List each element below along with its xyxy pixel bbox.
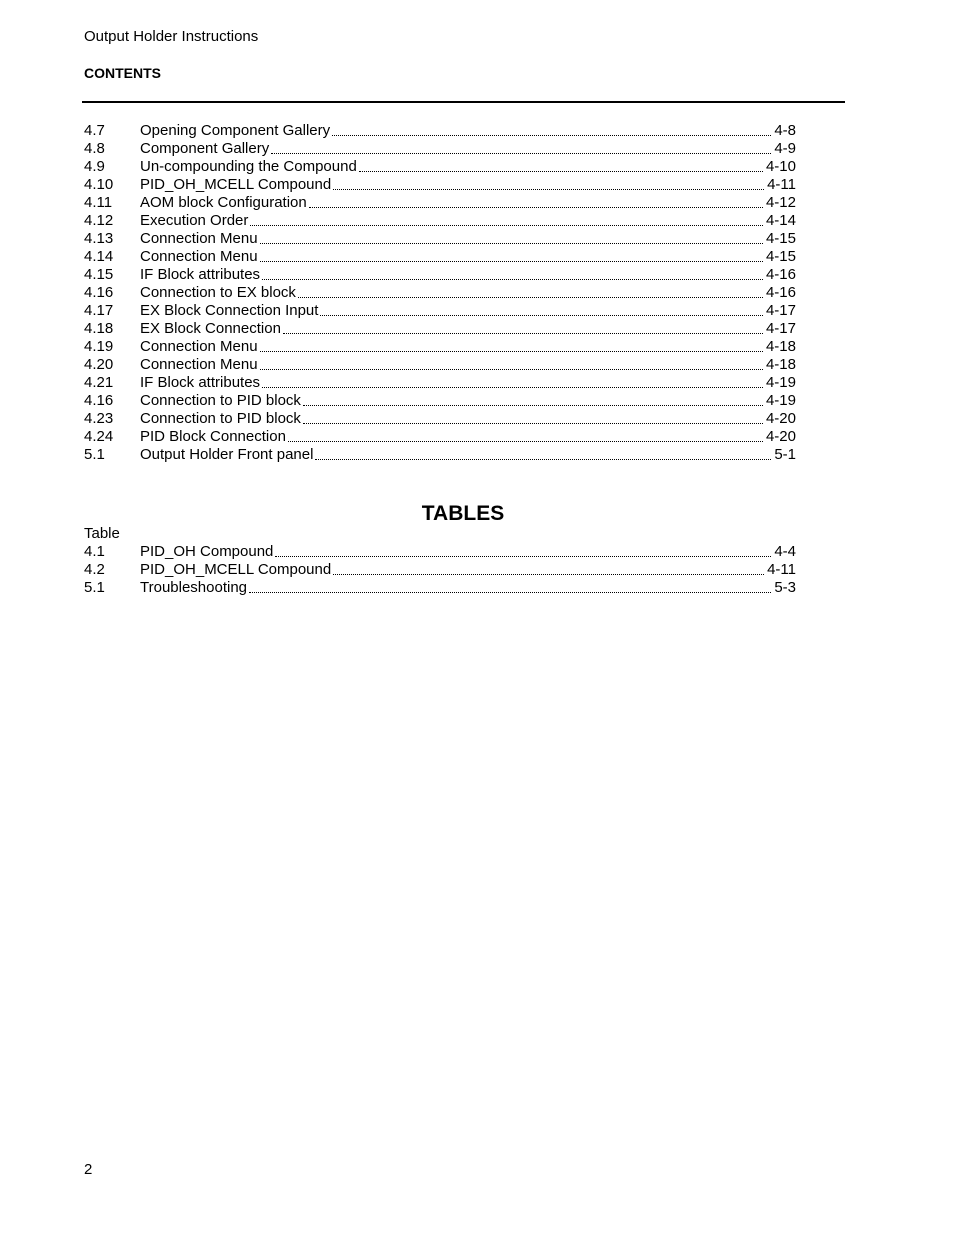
entry-page[interactable]: 4-9 <box>774 140 796 157</box>
toc-entry[interactable] <box>84 543 796 561</box>
header-rule <box>82 101 845 103</box>
dot-leader <box>332 134 771 136</box>
dot-leader <box>333 573 764 575</box>
toc-entry[interactable] <box>84 284 796 302</box>
dot-leader <box>303 404 763 406</box>
toc-entry[interactable] <box>84 561 796 579</box>
table-column-label: Table <box>84 525 120 542</box>
dot-leader <box>320 314 763 316</box>
entry-number: 4.11 <box>84 194 113 211</box>
toc-entry[interactable] <box>84 320 796 338</box>
entry-number: 4.2 <box>84 561 105 578</box>
entry-title[interactable]: Connection to PID block <box>140 410 301 427</box>
entry-page[interactable]: 4-18 <box>765 338 796 355</box>
toc-entry[interactable] <box>84 410 796 428</box>
entry-page[interactable]: 4-17 <box>765 320 796 337</box>
entry-number: 4.18 <box>84 320 114 337</box>
dot-leader <box>250 224 763 226</box>
toc-entry[interactable] <box>84 266 796 284</box>
toc-entry[interactable] <box>84 356 796 374</box>
entry-title[interactable]: PID_OH_MCELL Compound <box>140 176 332 193</box>
entry-page[interactable]: 4-8 <box>774 122 796 139</box>
toc-entry[interactable] <box>84 122 796 140</box>
entry-page[interactable]: 4-20 <box>765 428 796 445</box>
entry-title[interactable]: Execution Order <box>140 212 249 229</box>
entry-page[interactable]: 5-3 <box>774 579 796 596</box>
dot-leader <box>271 152 771 154</box>
entry-title[interactable]: Un-compounding the Compound <box>140 158 357 175</box>
entry-number: 4.16 <box>84 392 114 409</box>
entry-number: 4.8 <box>84 140 105 157</box>
entry-number: 4.15 <box>84 266 114 283</box>
toc-entry[interactable] <box>84 212 796 230</box>
entry-page[interactable]: 4-19 <box>765 392 796 409</box>
toc-entry[interactable] <box>84 194 796 212</box>
entry-title[interactable]: PID Block Connection <box>140 428 286 445</box>
entry-title[interactable]: Opening Component Gallery <box>140 122 331 139</box>
toc-entry[interactable] <box>84 392 796 410</box>
entry-title[interactable]: Output Holder Front panel <box>140 446 314 463</box>
entry-title[interactable]: Connection Menu <box>140 248 258 265</box>
entry-number: 4.14 <box>84 248 114 265</box>
entry-page[interactable]: 4-4 <box>774 543 796 560</box>
entry-number: 4.9 <box>84 158 105 175</box>
dot-leader <box>260 260 763 262</box>
toc-entry[interactable] <box>84 302 796 320</box>
entry-page[interactable]: 4-16 <box>765 284 796 301</box>
dot-leader <box>309 206 763 208</box>
toc-entry[interactable] <box>84 248 796 266</box>
dot-leader <box>260 350 763 352</box>
dot-leader <box>262 386 763 388</box>
entry-page[interactable]: 4-11 <box>767 561 796 578</box>
entry-title[interactable]: PID_OH_MCELL Compound <box>140 561 332 578</box>
entry-number: 4.21 <box>84 374 114 391</box>
page-number: 2 <box>84 1161 93 1178</box>
entry-title[interactable]: EX Block Connection <box>140 320 281 337</box>
entry-number: 4.7 <box>84 122 105 139</box>
entry-number: 4.23 <box>84 410 114 427</box>
entry-title[interactable]: Connection Menu <box>140 230 258 247</box>
entry-number: 5.1 <box>84 446 105 463</box>
entry-title[interactable]: AOM block Configuration <box>140 194 307 211</box>
entry-title[interactable]: EX Block Connection Input <box>140 302 319 319</box>
entry-page[interactable]: 4-11 <box>767 176 796 193</box>
toc-entry[interactable] <box>84 230 796 248</box>
dot-leader <box>315 458 771 460</box>
entry-page[interactable]: 4-17 <box>765 302 796 319</box>
entry-number: 5.1 <box>84 579 105 596</box>
entry-number: 4.19 <box>84 338 114 355</box>
tables-list <box>84 543 796 597</box>
dot-leader <box>262 278 763 280</box>
entry-title[interactable]: IF Block attributes <box>140 266 261 283</box>
entry-title[interactable]: Connection to EX block <box>140 284 296 301</box>
entry-title[interactable]: PID_OH Compound <box>140 543 274 560</box>
entry-number: 4.20 <box>84 356 114 373</box>
entry-page[interactable]: 4-15 <box>765 230 796 247</box>
entry-page[interactable]: 4-16 <box>765 266 796 283</box>
toc-entry[interactable] <box>84 428 796 446</box>
entry-page[interactable]: 5-1 <box>774 446 796 463</box>
toc-entry[interactable] <box>84 374 796 392</box>
figures-list <box>84 122 796 464</box>
toc-entry[interactable] <box>84 140 796 158</box>
dot-leader <box>249 591 771 593</box>
entry-number: 4.10 <box>84 176 114 193</box>
entry-title[interactable]: Connection to PID block <box>140 392 301 409</box>
toc-entry[interactable] <box>84 158 796 176</box>
entry-number: 4.16 <box>84 284 114 301</box>
dot-leader <box>359 170 763 172</box>
entry-number: 4.1 <box>84 543 105 560</box>
entry-title[interactable]: Connection Menu <box>140 356 258 373</box>
dot-leader <box>283 332 763 334</box>
dot-leader <box>333 188 764 190</box>
entry-number: 4.24 <box>84 428 114 445</box>
dot-leader <box>298 296 763 298</box>
toc-entry[interactable] <box>84 446 796 464</box>
dot-leader <box>260 242 763 244</box>
entry-page[interactable]: 4-10 <box>765 158 796 175</box>
entry-title[interactable]: Connection Menu <box>140 338 258 355</box>
toc-entry[interactable] <box>84 176 796 194</box>
entry-page[interactable]: 4-14 <box>765 212 796 229</box>
dot-leader <box>303 422 763 424</box>
entry-number: 4.12 <box>84 212 114 229</box>
document-title: Output Holder Instructions <box>84 28 259 45</box>
entry-page[interactable]: 4-20 <box>765 410 796 427</box>
contents-label: CONTENTS <box>84 65 161 81</box>
entry-title[interactable]: IF Block attributes <box>140 374 261 391</box>
entry-page[interactable]: 4-18 <box>765 356 796 373</box>
dot-leader <box>275 555 771 557</box>
entry-title[interactable]: Troubleshooting <box>140 579 248 596</box>
entry-page[interactable]: 4-15 <box>765 248 796 265</box>
tables-heading: TABLES <box>421 502 505 525</box>
toc-entry[interactable] <box>84 338 796 356</box>
entry-title[interactable]: Component Gallery <box>140 140 270 157</box>
dot-leader <box>260 368 763 370</box>
entry-page[interactable]: 4-19 <box>765 374 796 391</box>
entry-number: 4.17 <box>84 302 114 319</box>
entry-number: 4.13 <box>84 230 114 247</box>
toc-entry[interactable] <box>84 579 796 597</box>
entry-page[interactable]: 4-12 <box>765 194 796 211</box>
dot-leader <box>288 440 763 442</box>
